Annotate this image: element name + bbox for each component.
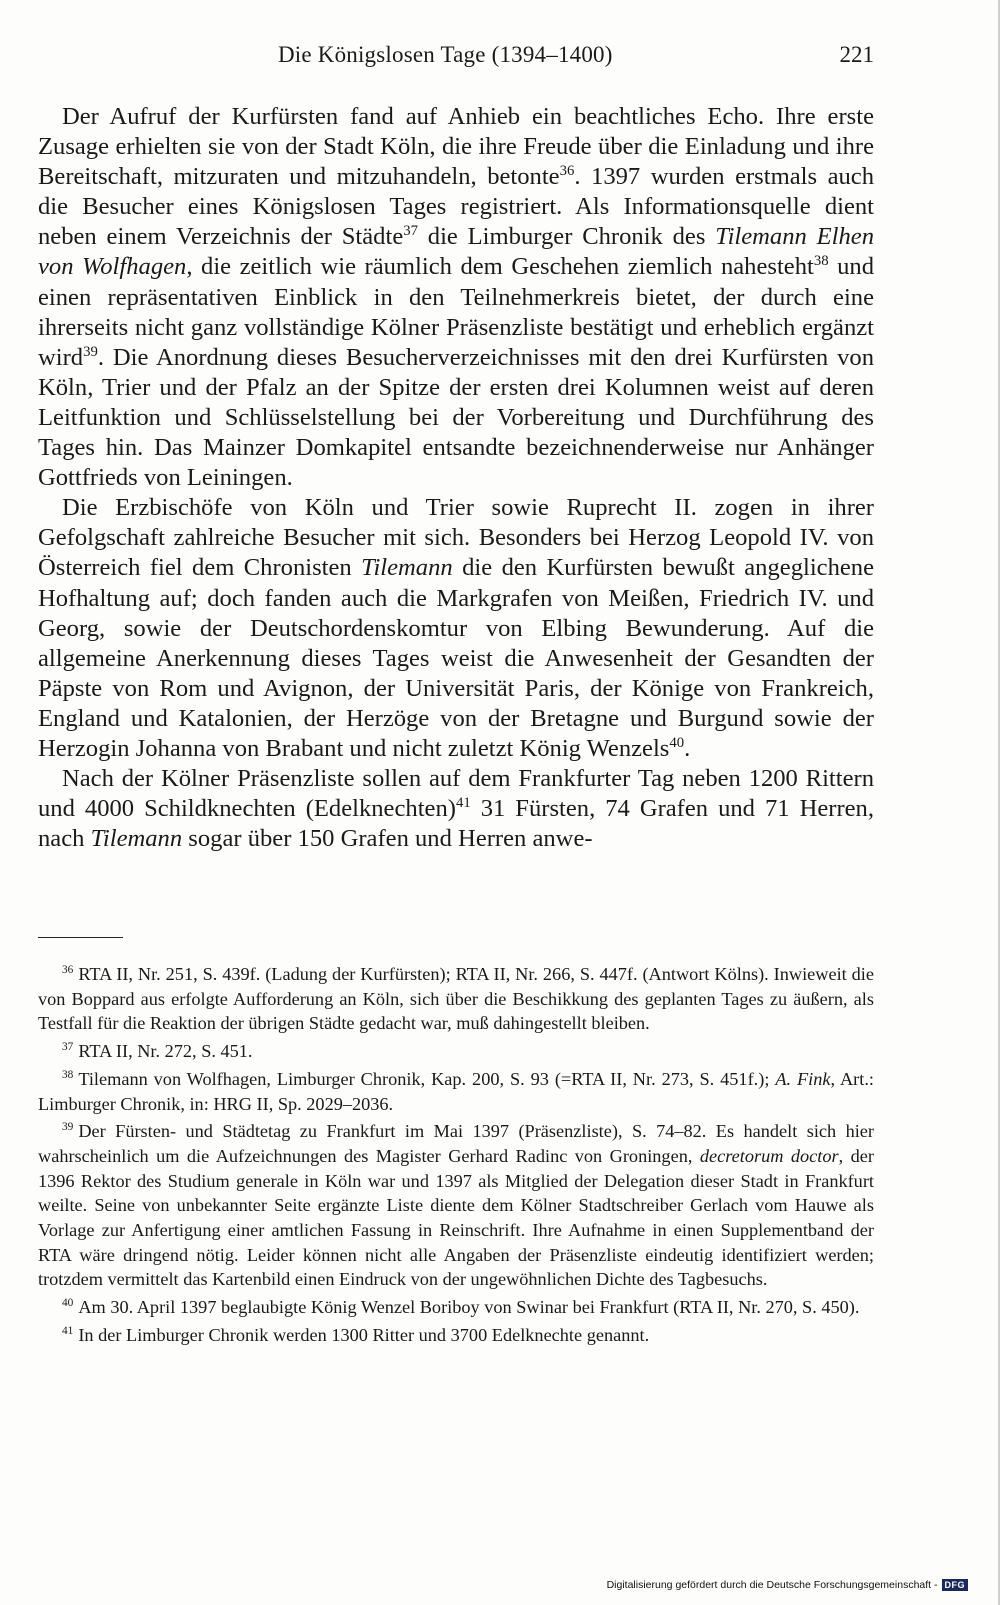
footnote-reference: 38 [813,253,829,270]
footnote-number: 37 [62,1041,74,1054]
main-text [38,102,874,854]
paragraph [38,764,874,854]
footnote [38,1039,874,1064]
footnote-reference: 37 [403,223,418,240]
text-run: 31 Fürsten, 74 Grafen und 71 Herren, nach [38,795,874,853]
footnote [38,1119,874,1292]
footnote-reference: 39 [83,343,98,360]
footnote [38,962,874,1036]
text-run: RTA II, Nr. 272, S. 451. [78,1041,253,1062]
text-run: . Die Anordnung dieses Besucherverzeichnisses mit den drei Kurfürsten von Köln, Trier und der Pfalz an der Spitze der ersten drei Kolumnen weist auf deren Leitfunktion und Schlüsselstellung bei der Vorbereitung und Durchführung des Tages hin. Das Mainzer Domkapitel entsandte bezeichnenderweise nur Anhänger Gottfrieds von Leiningen. [38,343,874,492]
italic-text: Tilemann Elhen von Wolfhagen [38,223,874,281]
text-run: Am 30. April 1397 beglaubigte König Wenzel Boriboy von Swinar bei Frankfurt (RTA II, Nr. 270, S. 450). [78,1297,860,1318]
italic-text: A. Fink [775,1068,831,1089]
text-run: , der 1396 Rektor des Studium generale in Köln war und 1397 als Mitglied der Delegation dieser Stadt in Frankfurt weilte. Seine von unbekannter Seite ergänzte Liste diente dem Kölner Stadtschreiber Gerlach vom Hauwe als Vorlage zur Anfertigung einer amtlichen Fassung in Reinschrift. Ihre Aufnahme in einen Supplementband der RTA wäre dringend nötig. Leider können nicht alle Angaben der Präsenzliste eindeutig identifiziert werden; trotzdem vermittelt das Kartenbild einen Eindruck von der ungewöhnlichen Dichte des Tagbesuchs. [38,1145,875,1290]
italic-text: Tilemann [90,825,183,853]
digitization-credit [607,1579,968,1591]
footnote [38,1323,874,1348]
footnote-number: 41 [62,1324,74,1337]
italic-text: Tilemann [361,554,453,582]
footnote-number: 39 [62,1121,74,1134]
text-run: Der Aufruf der Kurfürsten fand auf Anhieb ein beachtliches Echo. Ihre erste Zusage erhielten sie von der Stadt Köln, die ihre Freude über die Einladung und ihre Bereitschaft, mitzuraten und mitzuhandeln, betonte [38,103,874,191]
text-run: . 1397 wurden erstmals auch die Besucher eines Königslosen Tages registriert. Als Informationsquelle dient neben einem Verzeichnis der Städte [38,163,874,251]
footnote-number: 36 [62,963,74,976]
text-run: RTA II, Nr. 251, S. 439f. (Ladung der Kurfürsten); RTA II, Nr. 266, S. 447f. (Antwort Kölns). Inwieweit die von Boppard aus erfolgte Aufforderung an Köln, sich über die Beschikkung des geplanten Tages zu äußern, als Testfall für die Reaktion der übrigen Städte gedacht war, muß dahingestellt bleiben. [38,964,874,1034]
footnote-number: 40 [62,1297,74,1310]
footnotes [38,962,874,1348]
text-run: sogar über 150 Grafen und Herren anwe- [182,825,593,853]
text-run: die Limburger Chronik des [417,223,716,251]
running-title: Die Königslosen Tage (1394–1400) [278,42,613,67]
footnote-reference: 41 [455,794,471,811]
footnote-reference: 40 [669,734,685,751]
footnote-divider [38,937,123,938]
footnote [38,1295,874,1320]
page-header [38,40,874,76]
footnote-reference: 36 [559,163,575,179]
text-run: Der Fürsten- und Städtetag zu Frankfurt im Mai 1397 (Präsenzliste), S. 74–82. Es handelt sich hier wahrscheinlich um die Aufzeichnungen des Magister Gerhard Radinc von Groningen, [38,1121,874,1166]
text-run: In der Limburger Chronik werden 1300 Ritter und 3700 Edelknechte genannt. [78,1324,650,1345]
dfg-logo: DFG [942,1579,969,1591]
footnote-number: 38 [62,1068,74,1081]
text-run: . [684,734,691,762]
credit-text: Digitalisierung gefördert durch die Deutsche Forschungsgemeinschaft - [606,1579,938,1591]
page-number: 221 [839,42,874,67]
text-run: Tilemann von Wolfhagen, Limburger Chronik, Kap. 200, S. 93 (=RTA II, Nr. 273, S. 451f.); [78,1068,776,1089]
paragraph [38,493,874,764]
text-run: Nach der Kölner Präsenzliste sollen auf dem Frankfurter Tag neben 1200 Rittern und 4000 Schildknechten (Edelknechten) [38,765,874,823]
text-run: , die zeitlich wie räumlich dem Geschehen ziemlich nahesteht [186,253,814,281]
footnote [38,1067,874,1116]
italic-text: decretorum doctor [699,1145,839,1166]
text-run: Die Erzbischöfe von Köln und Trier sowie Ruprecht II. zogen in ihrer Gefolgschaft zahlreiche Besucher mit sich. Besonders bei Herzog Leopold IV. von Österreich fiel dem Chronisten [38,494,874,582]
text-run: die den Kurfürsten bewußt angeglichene Hofhaltung auf; doch fanden auch die Markgrafen von Meißen, Friedrich IV. und Georg, sowie der Deutschordenskomtur von Elbing Bewunderung. Auf die allgemeine Anerkennung dieses Tages weist die Anwesenheit der Gesandten der Päpste von Rom und Avignon, der Universität Paris, der Könige von Frankreich, England und Katalonien, der Herzöge von der Bretagne und Burgund sowie der Herzogin Johanna von Brabant und nicht zuletzt König Wenzels [38,554,874,762]
text-run: , Art.: Limburger Chronik, in: HRG II, Sp. 2029–2036. [38,1068,875,1114]
paragraph [38,102,874,493]
text-run: und einen repräsentativen Einblick in den Teilnehmerkreis bietet, der durch eine ihrerseits nicht ganz vollständige Kölner Präsenzliste bestätigt und erheblich ergänzt wird [38,253,874,371]
